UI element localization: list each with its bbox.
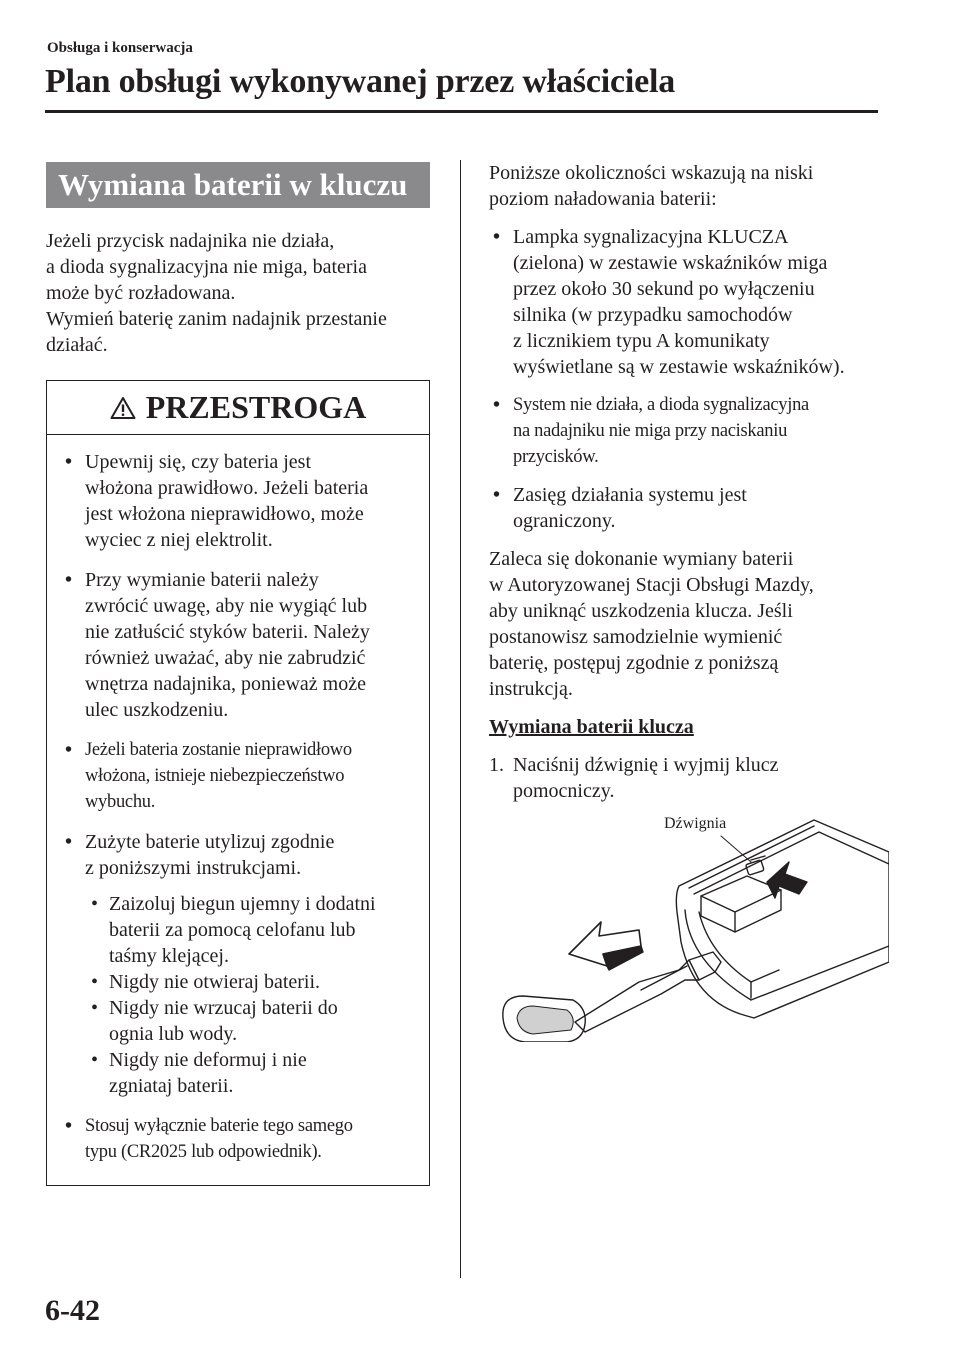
caution-line: wnętrza nadajnika, ponieważ może [85,673,366,695]
caution-line: ulec uszkodzeniu. [85,699,229,721]
symptom-line: przycisków. [513,447,599,467]
caution-line: włożona prawidłowo. Jeżeli bateria [85,477,369,499]
caution-title: PRZESTROGA [145,389,367,425]
intro-line: działać. [46,334,108,356]
para-line: postanowisz samodzielnie wymienić [489,626,783,648]
intro-paragraph [46,228,430,358]
step-line: pomocniczy. [513,780,615,802]
intro-line: a dioda sygnalizacyjna nie miga, bateria [46,256,367,278]
disposal-subitem [85,969,415,995]
caution-item [61,449,415,553]
left-column [46,162,430,1186]
caution-item [61,567,415,723]
caution-line: również uważać, aby nie zabrudzić [85,647,366,669]
sub-line: ognia lub wody. [109,1023,238,1045]
sub-line: • Nigdy nie otwieraj baterii. [109,971,321,993]
page-title: Plan obsługi wykonywanej przez właściciela [45,63,676,100]
caution-line: • Zużyte baterie utylizuj zgodnie [85,831,335,853]
caution-line: włożona, istnieje niebezpieczeństwo [85,766,345,786]
intro-line: Jeżeli przycisk nadajnika nie działa, [46,230,335,252]
symptom-line: z licznikiem typu A komunikaty [513,330,770,352]
lead-line: Poniższe okoliczności wskazują na niski [489,162,814,184]
symptom-list [489,224,889,534]
column-divider [460,160,461,1278]
step-text [513,752,779,804]
para-line: w Autoryzowanej Stacji Obsługi Mazdy, [489,574,814,596]
symptom-line: (zielona) w zestawie wskaźników miga [513,252,828,274]
para-line: instrukcją. [489,678,573,700]
sub-line: • Nigdy nie wrzucaj baterii do [109,997,338,1019]
symptom-item [489,392,889,470]
sub-line: • Nigdy nie deformuj i nie [109,1049,307,1071]
caution-box [46,380,430,1186]
caution-item [61,1113,415,1165]
lead-paragraph [489,160,889,212]
title-rule [45,110,878,113]
disposal-subitem [85,1047,415,1099]
caution-line: jest włożona nieprawidłowo, może [85,503,364,525]
caution-line: typu (CR2025 lub odpowiednik). [85,1142,322,1162]
step-line: Naciśnij dźwignię i wyjmij klucz [513,754,779,776]
intro-line: Wymień baterię zanim nadajnik przestanie [46,308,387,330]
sub-line: baterii za pomocą celofanu lub [109,919,356,941]
caution-line: • Przy wymianie baterii należy [85,569,319,591]
symptom-line: wyświetlane są w zestawie wskaźników). [513,356,845,378]
symptom-line: • System nie działa, a dioda sygnalizacyjna [513,395,809,415]
caution-line: z poniższymi instrukcjami. [85,857,302,879]
key-illustration [489,812,889,1042]
symptom-line: • Lampka sygnalizacyjna KLUCZA [513,226,789,248]
page-number: 6-42 [45,1294,100,1327]
para-line: Zaleca się dokonanie wymiany baterii [489,548,794,570]
section-name: Obsługa i konserwacja [47,40,193,56]
symptom-line: silnika (w przypadku samochodów [513,304,793,326]
step-1 [489,752,889,804]
key-removal-drawing [489,812,889,1042]
symptom-line: • Zasięg działania systemu jest [513,484,747,506]
procedure-heading: Wymiana baterii klucza [489,716,694,738]
right-column [489,160,889,804]
caution-line: wyciec z niej elektrolit. [85,529,273,551]
symptom-line: ograniczony. [513,510,616,532]
caution-line: nie zatłuścić styków baterii. Należy [85,621,370,643]
step-number: 1. [489,754,504,776]
intro-line: może być rozładowana. [46,282,236,304]
caution-item [61,829,415,1099]
section-banner: Wymiana baterii w kluczu [46,162,430,208]
warning-triangle-icon [110,396,136,420]
disposal-sublist [85,891,415,1099]
lever-label: Dźwignia [664,815,727,832]
para-line: aby uniknąć uszkodzenia klucza. Jeśli [489,600,793,622]
symptom-line: przez około 30 sekund po wyłączeniu [513,278,815,300]
caution-line: • Stosuj wyłącznie baterie tego samego [85,1116,353,1136]
sub-line: taśmy klejącej. [109,945,229,967]
recommendation-paragraph [489,546,889,702]
caution-line: • Upewnij się, czy bateria jest [85,451,312,473]
disposal-subitem [85,891,415,969]
caution-line: zwrócić uwagę, aby nie wygiąć lub [85,595,368,617]
lead-line: poziom naładowania baterii: [489,188,717,210]
caution-item [61,737,415,815]
symptom-item [489,224,889,380]
sub-line: • Zaizoluj biegun ujemny i dodatni [109,893,376,915]
caution-list [61,449,415,1165]
symptom-item [489,482,889,534]
caution-line: wybuchu. [85,792,156,812]
para-line: baterię, postępuj zgodnie z poniższą [489,652,779,674]
disposal-subitem [85,995,415,1047]
sub-line: zgniataj baterii. [109,1075,234,1097]
caution-line: • Jeżeli bateria zostanie nieprawidłowo [85,740,352,760]
caution-header [47,381,429,435]
symptom-line: na nadajniku nie miga przy naciskaniu [513,421,788,441]
